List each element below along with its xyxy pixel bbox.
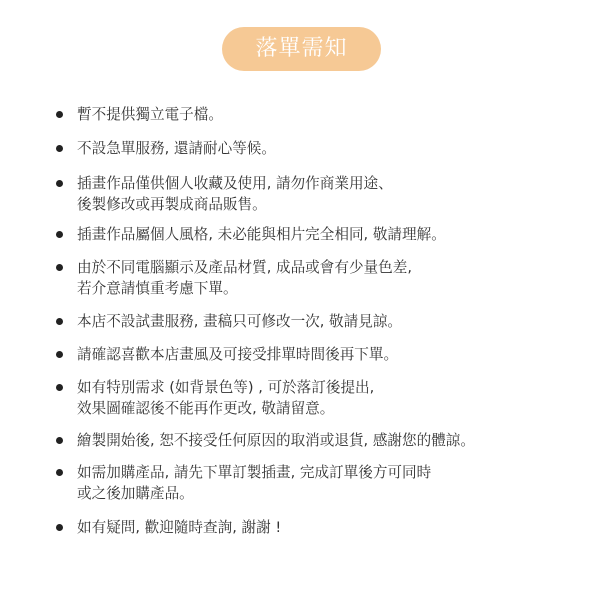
notice-line: 不設急單服務, 還請耐心等候。 <box>77 140 276 157</box>
notice-line: 本店不設試畫服務, 畫稿只可修改一次, 敬請見諒。 <box>77 313 403 330</box>
notice-line: 由於不同電腦顯示及產品材質, 成品或會有少量色差, <box>77 259 412 276</box>
notice-line: 插畫作品僅供個人收藏及使用, 請勿作商業用途、 <box>77 175 393 192</box>
bullet-icon <box>56 180 63 187</box>
notice-line: 繪製開始後, 恕不接受任何原因的取消或退貨, 感謝您的體諒。 <box>77 432 475 449</box>
notice-line: 請確認喜歡本店畫風及可接受排單時間後再下單。 <box>77 346 399 363</box>
page-title: 落單需知 <box>255 36 348 61</box>
bullet-icon <box>56 145 63 152</box>
notice-line: 如需加購產品, 請先下單訂製插畫, 完成訂單後方可同時 <box>77 464 432 481</box>
bullet-icon <box>56 318 63 325</box>
bullet-icon <box>56 384 63 391</box>
notice-line: 或之後加購產品。 <box>77 485 194 502</box>
notice-text <box>77 173 592 215</box>
notice-text <box>77 377 592 419</box>
bullet-icon <box>56 524 63 531</box>
notice-text <box>77 224 592 245</box>
notice-line: 效果圖確認後不能再作更改, 敬請留意。 <box>77 400 335 417</box>
bullet-icon <box>56 231 63 238</box>
notice-text <box>77 138 592 159</box>
notice-line: 後製修改或再製成商品販售。 <box>77 196 267 213</box>
notice-line: 如有特別需求 (如背景色等) , 可於落訂後提出, <box>77 379 375 396</box>
bullet-icon <box>56 437 63 444</box>
bullet-icon <box>56 264 63 271</box>
notice-text <box>77 257 592 299</box>
bullet-icon <box>56 469 63 476</box>
notice-text <box>77 311 592 332</box>
notice-line: 插畫作品屬個人風格, 未必能與相片完全相同, 敬請理解。 <box>77 226 446 243</box>
notice-text <box>77 462 592 504</box>
notice-text <box>77 104 592 125</box>
notice-text <box>77 517 592 538</box>
bullet-icon <box>56 111 63 118</box>
notice-text <box>77 344 592 365</box>
bullet-icon <box>56 351 63 358</box>
notice-line: 如有疑問, 歡迎隨時查詢, 謝謝 ! <box>77 519 282 536</box>
notice-line: 若介意請慎重考慮下單。 <box>77 280 238 297</box>
notice-line: 暫不提供獨立電子檔。 <box>77 106 223 123</box>
notice-text <box>77 430 592 451</box>
